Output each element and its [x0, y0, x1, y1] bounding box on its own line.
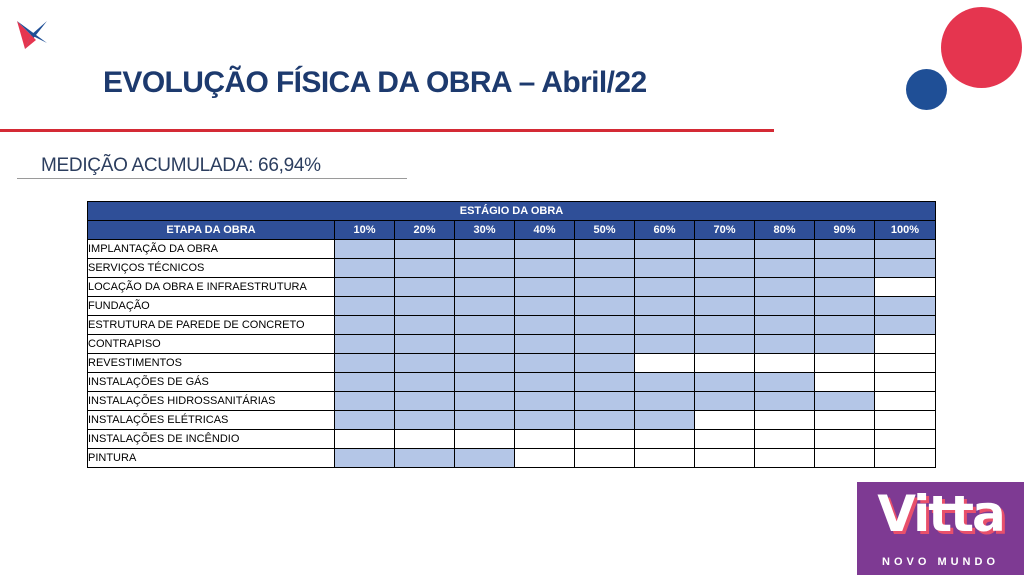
progress-cell-filled — [875, 259, 936, 278]
progress-cell-filled — [695, 316, 755, 335]
progress-cell-filled — [575, 297, 635, 316]
progress-cell-filled — [815, 259, 875, 278]
progress-cell-filled — [635, 411, 695, 430]
progress-cell-filled — [755, 335, 815, 354]
progress-cell-empty — [755, 430, 815, 449]
progress-cell-filled — [695, 240, 755, 259]
progress-cell-filled — [455, 316, 515, 335]
progress-cell-filled — [695, 335, 755, 354]
progress-cell-empty — [635, 354, 695, 373]
subtitle-divider — [17, 178, 407, 179]
progress-cell-filled — [815, 240, 875, 259]
table-row — [88, 373, 936, 392]
stage-label: LOCAÇÃO DA OBRA E INFRAESTRUTURA — [88, 278, 335, 297]
column-header: 50% — [575, 221, 635, 240]
progress-cell-filled — [395, 240, 455, 259]
progress-cell-filled — [635, 316, 695, 335]
progress-cell-empty — [875, 373, 936, 392]
progress-cell-filled — [335, 316, 395, 335]
progress-cell-filled — [635, 373, 695, 392]
progress-cell-filled — [395, 373, 455, 392]
stage-label: CONTRAPISO — [88, 335, 335, 354]
progress-cell-filled — [515, 297, 575, 316]
progress-cell-filled — [755, 278, 815, 297]
column-header: 90% — [815, 221, 875, 240]
progress-cell-filled — [695, 259, 755, 278]
progress-cell-filled — [875, 240, 936, 259]
progress-cell-empty — [875, 278, 936, 297]
progress-cell-filled — [515, 392, 575, 411]
progress-cell-filled — [455, 392, 515, 411]
progress-cell-empty — [455, 430, 515, 449]
progress-cell-empty — [755, 411, 815, 430]
progress-cell-empty — [695, 354, 755, 373]
progress-cell-empty — [815, 354, 875, 373]
progress-cell-filled — [335, 297, 395, 316]
progress-cell-filled — [695, 297, 755, 316]
progress-cell-filled — [335, 278, 395, 297]
table-row — [88, 430, 936, 449]
progress-cell-filled — [635, 240, 695, 259]
progress-cell-filled — [575, 278, 635, 297]
progress-cell-filled — [395, 278, 455, 297]
progress-cell-empty — [695, 411, 755, 430]
decorative-circle-pink — [941, 7, 1022, 88]
progress-cell-empty — [815, 449, 875, 468]
progress-cell-filled — [395, 392, 455, 411]
table-row — [88, 449, 936, 468]
progress-cell-filled — [635, 335, 695, 354]
column-header: 60% — [635, 221, 695, 240]
progress-cell-filled — [395, 335, 455, 354]
table-row — [88, 354, 936, 373]
column-header: 20% — [395, 221, 455, 240]
progress-cell-filled — [515, 259, 575, 278]
progress-cell-empty — [875, 449, 936, 468]
progress-cell-filled — [335, 240, 395, 259]
progress-cell-empty — [815, 411, 875, 430]
progress-cell-empty — [695, 430, 755, 449]
brand-name: Vitta — [877, 485, 1004, 543]
progress-cell-filled — [455, 411, 515, 430]
progress-cell-filled — [455, 240, 515, 259]
progress-cell-empty — [755, 449, 815, 468]
table-row — [88, 259, 936, 278]
progress-cell-filled — [575, 354, 635, 373]
column-header: 70% — [695, 221, 755, 240]
stage-label: INSTALAÇÕES DE INCÊNDIO — [88, 430, 335, 449]
vitta-brand-logo — [857, 482, 1024, 575]
progress-cell-filled — [755, 259, 815, 278]
table-row — [88, 240, 936, 259]
progress-cell-filled — [515, 354, 575, 373]
progress-cell-filled — [395, 411, 455, 430]
progress-cell-filled — [755, 392, 815, 411]
progress-cell-filled — [815, 335, 875, 354]
progress-cell-filled — [395, 259, 455, 278]
progress-cell-filled — [755, 297, 815, 316]
progress-cell-filled — [695, 392, 755, 411]
progress-cell-empty — [515, 449, 575, 468]
progress-cell-filled — [395, 449, 455, 468]
progress-cell-filled — [455, 278, 515, 297]
stage-label: SERVIÇOS TÉCNICOS — [88, 259, 335, 278]
stage-header: ESTÁGIO DA OBRA — [88, 202, 936, 221]
progress-cell-filled — [515, 240, 575, 259]
progress-cell-filled — [815, 278, 875, 297]
brand-tagline: NOVO MUNDO — [882, 556, 999, 568]
progress-cell-filled — [755, 240, 815, 259]
column-header: 10% — [335, 221, 395, 240]
progress-cell-filled — [755, 316, 815, 335]
progress-cell-filled — [335, 392, 395, 411]
column-header: 100% — [875, 221, 936, 240]
stage-label: INSTALAÇÕES ELÉTRICAS — [88, 411, 335, 430]
progress-cell-filled — [635, 259, 695, 278]
progress-cell-filled — [815, 392, 875, 411]
progress-cell-filled — [515, 278, 575, 297]
stage-label: REVESTIMENTOS — [88, 354, 335, 373]
progress-cell-empty — [575, 449, 635, 468]
table-row — [88, 297, 936, 316]
progress-cell-filled — [455, 449, 515, 468]
table-row — [88, 278, 936, 297]
progress-cell-filled — [515, 373, 575, 392]
progress-cell-filled — [575, 335, 635, 354]
progress-cell-empty — [695, 449, 755, 468]
progress-cell-empty — [815, 430, 875, 449]
progress-cell-filled — [335, 373, 395, 392]
progress-cell-empty — [875, 392, 936, 411]
stage-label: PINTURA — [88, 449, 335, 468]
progress-cell-filled — [455, 373, 515, 392]
progress-cell-filled — [455, 354, 515, 373]
table-row — [88, 392, 936, 411]
progress-cell-filled — [875, 297, 936, 316]
stage-label: INSTALAÇÕES HIDROSSANITÁRIAS — [88, 392, 335, 411]
progress-cell-empty — [815, 373, 875, 392]
progress-cell-filled — [395, 354, 455, 373]
progress-cell-filled — [815, 297, 875, 316]
progress-cell-filled — [635, 278, 695, 297]
page-title: EVOLUÇÃO FÍSICA DA OBRA – Abril/22 — [103, 66, 647, 99]
progress-cell-filled — [455, 335, 515, 354]
progress-cell-empty — [875, 430, 936, 449]
column-header: 30% — [455, 221, 515, 240]
progress-table — [87, 201, 936, 468]
stage-label: INSTALAÇÕES DE GÁS — [88, 373, 335, 392]
progress-cell-filled — [575, 373, 635, 392]
column-header: 80% — [755, 221, 815, 240]
progress-cell-empty — [875, 411, 936, 430]
stage-label: IMPLANTAÇÃO DA OBRA — [88, 240, 335, 259]
progress-cell-empty — [575, 430, 635, 449]
table-row — [88, 316, 936, 335]
progress-cell-filled — [695, 278, 755, 297]
progress-cell-filled — [515, 316, 575, 335]
progress-cell-empty — [875, 335, 936, 354]
row-header: ETAPA DA OBRA — [88, 221, 335, 240]
progress-cell-filled — [455, 297, 515, 316]
progress-cell-filled — [635, 392, 695, 411]
progress-cell-empty — [335, 430, 395, 449]
progress-cell-empty — [875, 354, 936, 373]
progress-cell-filled — [875, 316, 936, 335]
progress-cell-filled — [455, 259, 515, 278]
progress-cell-empty — [635, 449, 695, 468]
stage-label: ESTRUTURA DE PAREDE DE CONCRETO — [88, 316, 335, 335]
progress-cell-empty — [395, 430, 455, 449]
progress-cell-filled — [575, 392, 635, 411]
progress-cell-filled — [335, 259, 395, 278]
progress-cell-filled — [335, 411, 395, 430]
progress-cell-filled — [395, 316, 455, 335]
progress-cell-empty — [635, 430, 695, 449]
progress-cell-filled — [335, 335, 395, 354]
progress-cell-filled — [395, 297, 455, 316]
progress-cell-filled — [755, 373, 815, 392]
progress-cell-empty — [755, 354, 815, 373]
stage-label: FUNDAÇÃO — [88, 297, 335, 316]
progress-cell-filled — [575, 259, 635, 278]
progress-cell-filled — [575, 316, 635, 335]
progress-cell-filled — [575, 411, 635, 430]
progress-cell-filled — [515, 411, 575, 430]
company-logo-icon — [15, 19, 49, 53]
progress-cell-filled — [515, 335, 575, 354]
progress-cell-filled — [335, 449, 395, 468]
progress-cell-filled — [335, 354, 395, 373]
column-header: 40% — [515, 221, 575, 240]
decorative-circle-blue — [906, 69, 947, 110]
title-divider — [0, 129, 774, 132]
progress-cell-filled — [575, 240, 635, 259]
table-row — [88, 335, 936, 354]
accumulated-measurement: MEDIÇÃO ACUMULADA: 66,94% — [41, 155, 321, 176]
progress-cell-filled — [695, 373, 755, 392]
progress-cell-filled — [815, 316, 875, 335]
progress-cell-empty — [515, 430, 575, 449]
progress-cell-filled — [635, 297, 695, 316]
table-row — [88, 411, 936, 430]
